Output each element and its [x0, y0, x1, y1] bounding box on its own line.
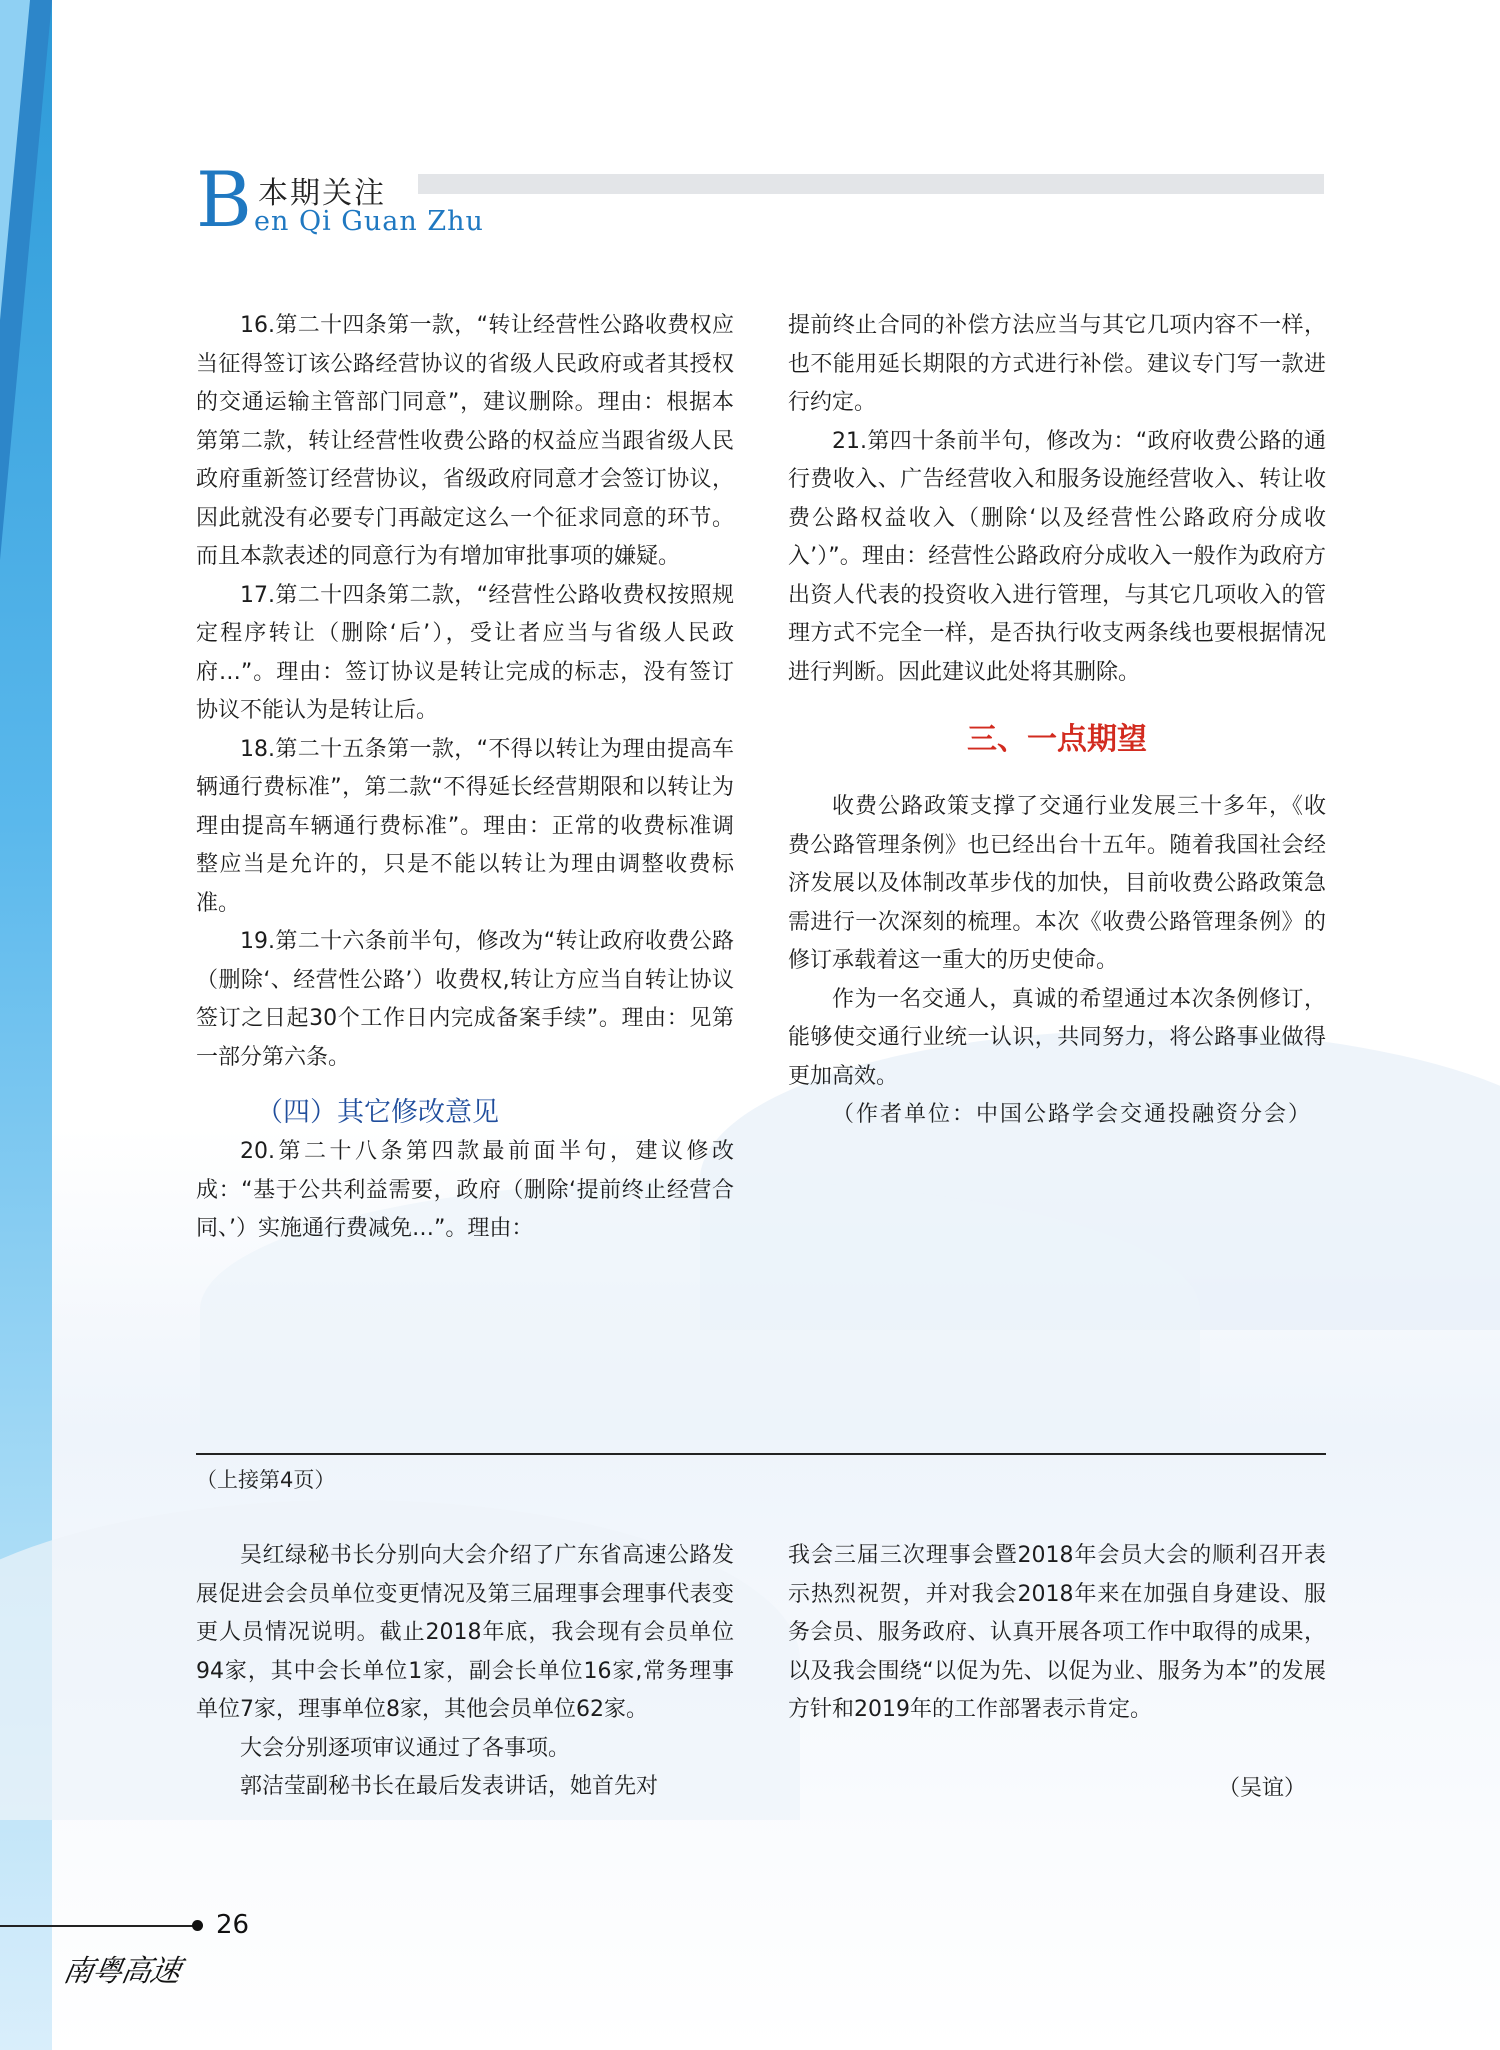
- author-affiliation: （作者单位：中国公路学会交通投融资分会）: [832, 1102, 1313, 1127]
- header-title-en: en Qi Guan Zhu: [254, 206, 484, 237]
- paragraph-21: 21.第四十条前半句，修改为：“政府收费公路的通行费收入、广告经营收入和服务设施经营收入、转让收费公路权益收入（删除‘以及经营性公路政府分成收入’）”。理由：经营性公路政府分成收入一般作为政府方出资人代表的投资收入进行管理，与其它几项收入的管理方式不完全一样，是否执行收支两条线也要根据情况进行判断。因此建议此处将其删除。: [788, 428, 1326, 685]
- header-title-cn: 本期关注: [258, 176, 386, 211]
- paragraph-20: 20.第二十八条第四款最前面半句，建议修改成：“基于公共利益需要，政府（删除‘提前终止经营合同、’）实施通行费减免…”。理由：: [196, 1139, 734, 1241]
- continuation-paragraph-3: 郭洁莹副秘书长在最后发表讲话，她首先对: [240, 1774, 659, 1799]
- paragraph-17: 17.第二十四条第二款，“经营性公路收费权按照规定程序转让（删除‘后’），受让者应当与省级人民政府…”。理由：签订协议是转让完成的标志，没有签订协议不能认为是转让后。: [196, 582, 734, 723]
- section-divider: [196, 1453, 1326, 1455]
- subheading-other-suggestions: （四）其它修改意见: [256, 1097, 499, 1128]
- left-column: [196, 307, 734, 1249]
- continuation-paragraph-2: 大会分别逐项审议通过了各事项。: [240, 1735, 571, 1761]
- paragraph-20-continued: 提前终止合同的补偿方法应当与其它几项内容不一样，也不能用延长期限的方式进行补偿。建议专门写一款进行约定。: [788, 313, 1326, 415]
- paragraph-19: 19.第二十六条前半句，修改为“转让政府收费公路（删除‘、经营性公路’）收费权,转让方应当自转让协议签订之日起30个工作日内完成备案手续”。理由：见第一部分第六条。: [196, 929, 734, 1070]
- section-header: [196, 155, 1326, 248]
- continuation-paragraph-1: 吴红绿秘书长分别向大会介绍了广东省高速公路发展促进会会员单位变更情况及第三届理事会理事代表变更人员情况说明。截止2018年底，我会现有会员单位94家，其中会长单位1家，副会长单位16家,常务理事单位7家，理事单位8家，其他会员单位62家。: [196, 1543, 734, 1722]
- footer-dot: [192, 1920, 203, 1931]
- paragraph-16: 16.第二十四条第一款，“转让经营性公路收费权应当征得签订该公路经营协议的省级人民政府或者其授权的交通运输主管部门同意”，建议删除。理由：根据本第第二款，转让经营性收费公路的权益应当跟省级人民政府重新签订经营协议，省级政府同意才会签订协议，因此就没有必要专门再敲定这么一个征求同意的环节。而且本款表述的同意行为有增加审批事项的嫌疑。: [196, 313, 734, 569]
- header-initial: B: [196, 155, 252, 244]
- continuation-left-column: [196, 1537, 734, 1807]
- header-bar: [418, 174, 1324, 194]
- continuation-right-column: [788, 1537, 1326, 1808]
- right-column: [788, 307, 1326, 1135]
- footer-line: [0, 1925, 194, 1927]
- continuation-paragraph-4: 我会三届三次理事会暨2018年会员大会的顺利召开表示热烈祝贺，并对我会2018年来在加强自身建设、服务会员、服务政府、认真开展各项工作中取得的成果，以及我会围绕“以促为先、以促为业、服务为本”的发展方针和2019年的工作部署表示肯定。: [788, 1543, 1326, 1722]
- paragraph-18: 18.第二十五条第一款，“不得以转让为理由提高车辆通行费标准”，第二款“不得延长经营期限和以转让为理由提高车辆通行费标准”。理由：正常的收费标准调整应当是允许的，只是不能以转让为理由调整收费标准。: [196, 736, 734, 916]
- section-heading-expectation: 三、一点期望: [967, 722, 1147, 757]
- paragraph-expectation-1: 收费公路政策支撑了交通行业发展三十多年，《收费公路管理条例》也已经出台十五年。随着我国社会经济发展以及体制改革步伐的加快，目前收费公路政策急需进行一次深刻的梳理。本次《收费公路管理条例》的修订承载着这一重大的历史使命。: [788, 794, 1326, 973]
- signature: （吴谊）: [1217, 1775, 1306, 1801]
- left-edge-highlight: [0, 0, 30, 320]
- paragraph-expectation-2: 作为一名交通人，真诚的希望通过本次条例修订，能够使交通行业统一认识，共同努力，将公路事业做得更加高效。: [788, 986, 1326, 1089]
- continuation-note: （上接第4页）: [196, 1468, 336, 1492]
- page-number: 26: [216, 1910, 250, 1940]
- magazine-logo: 南粤高速: [60, 1954, 183, 1989]
